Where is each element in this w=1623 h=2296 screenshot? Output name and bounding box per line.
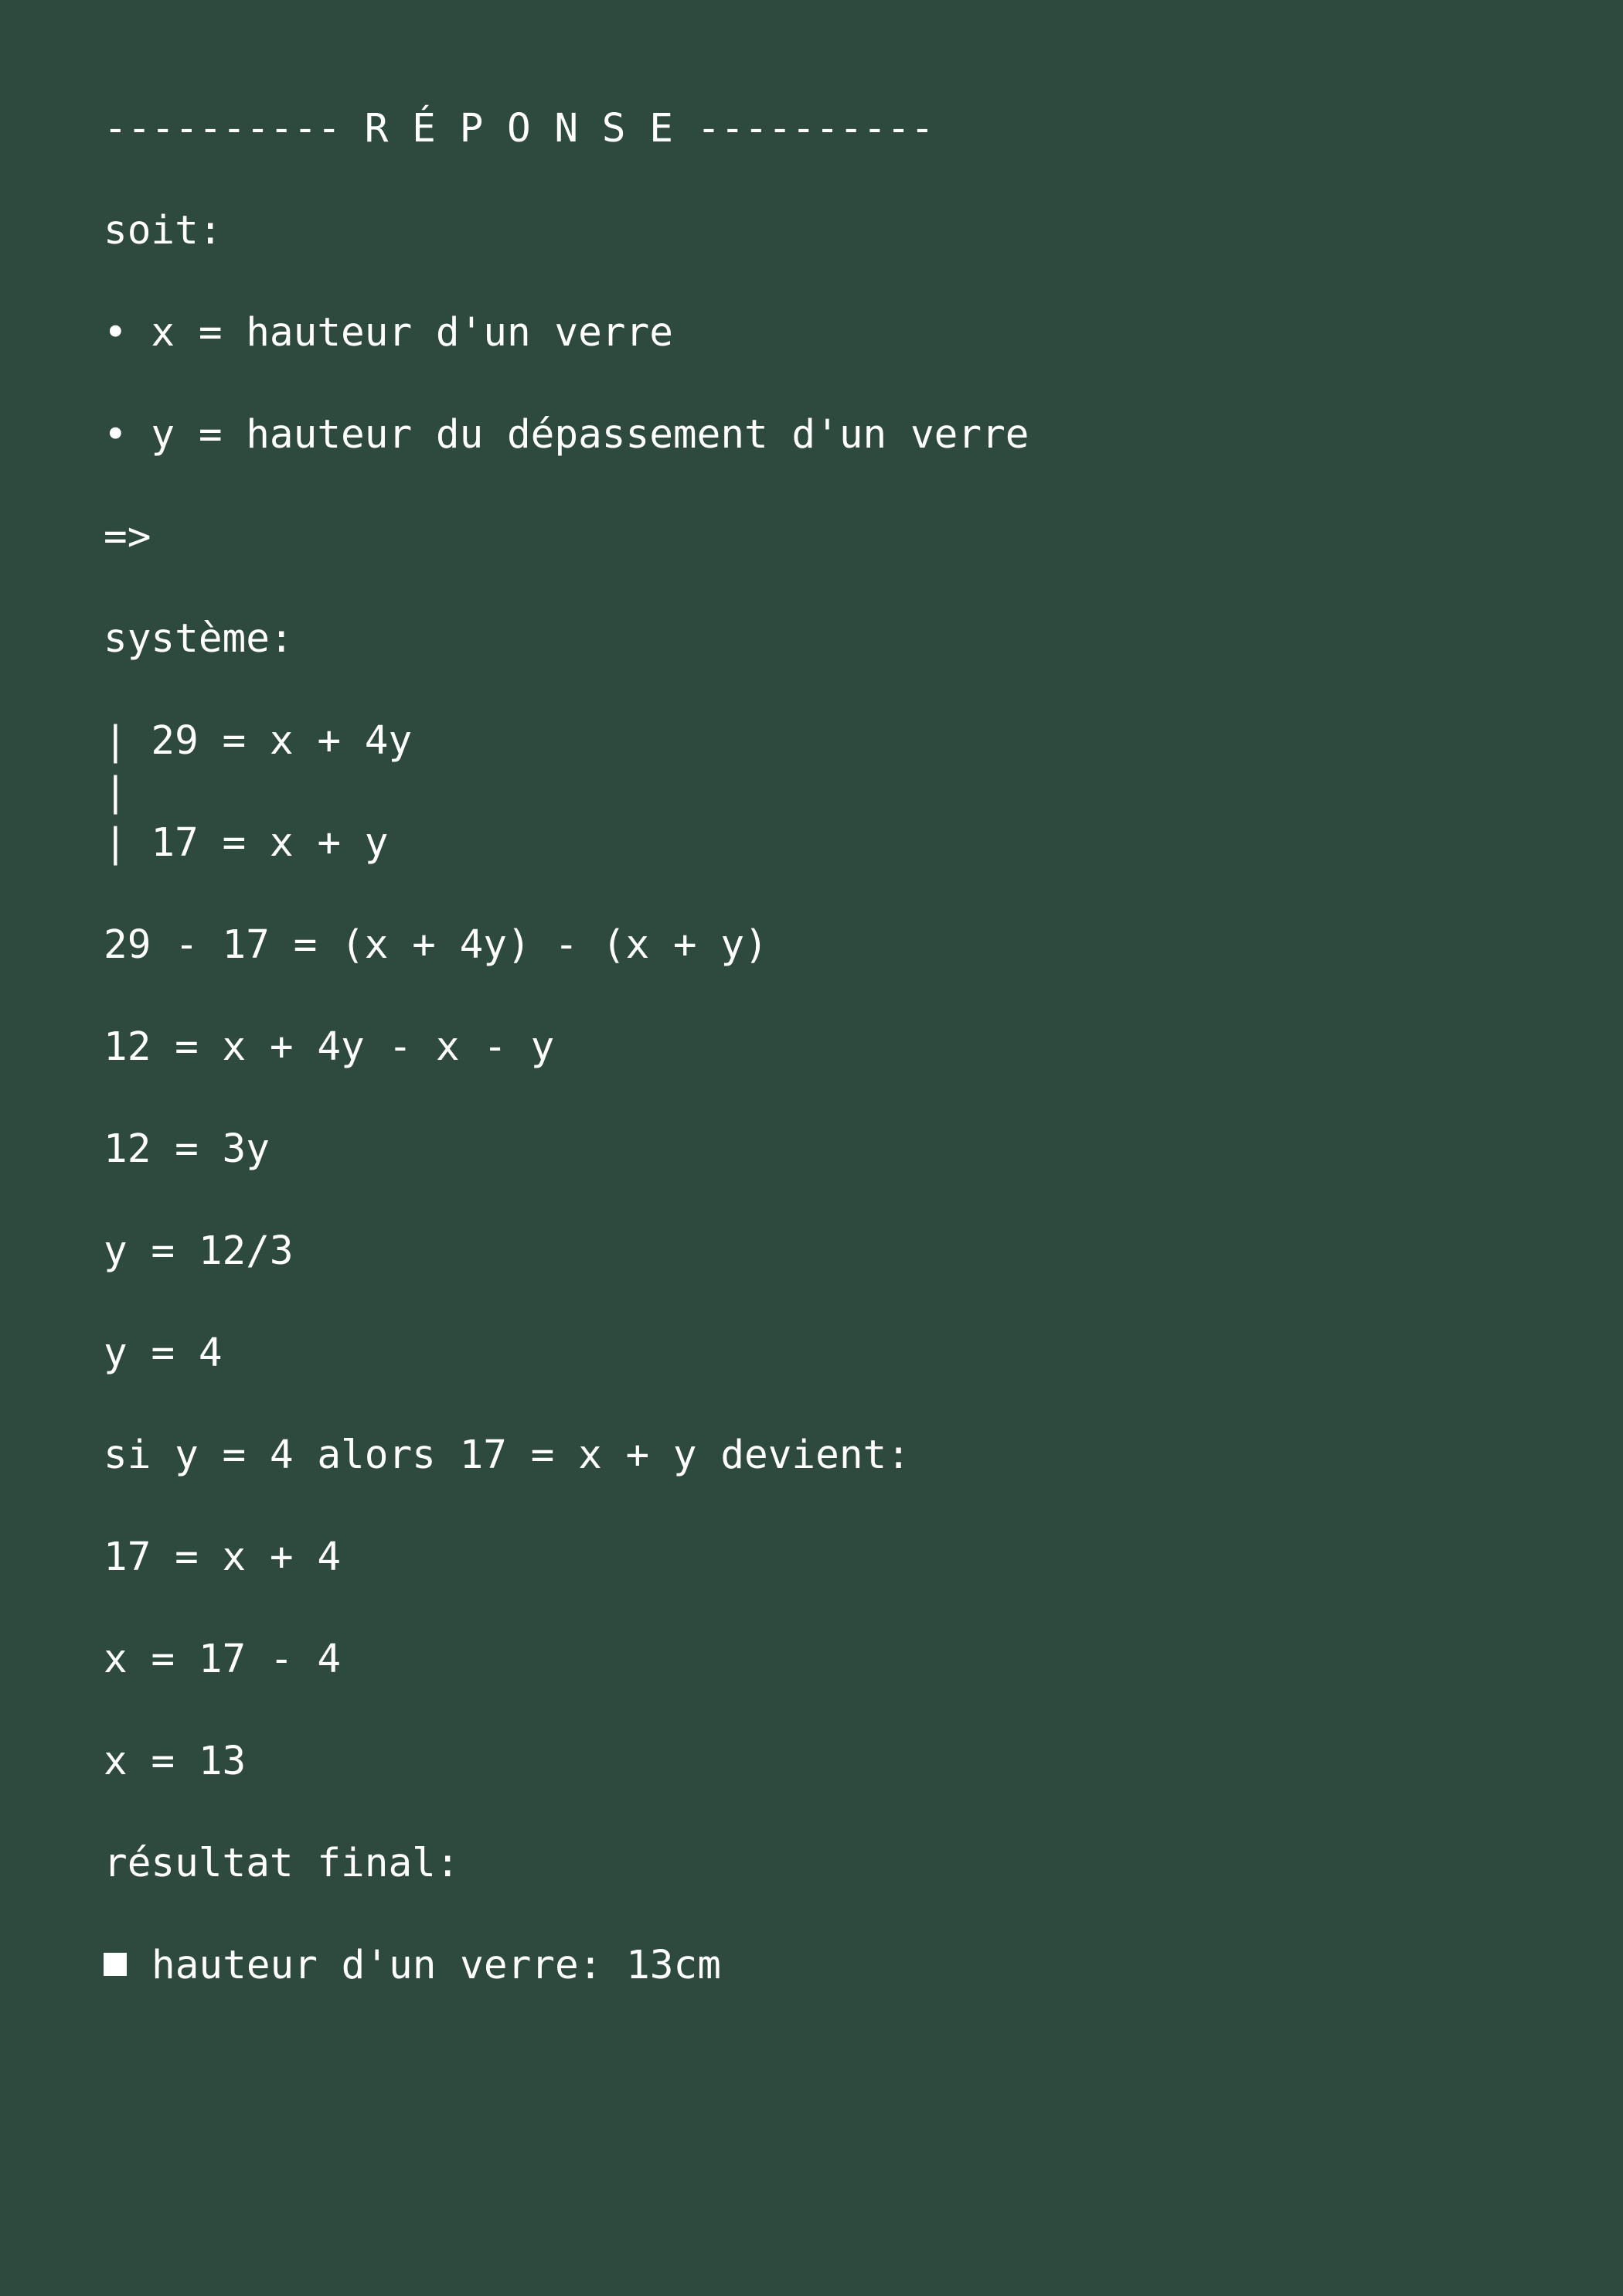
system-label: système: xyxy=(104,616,294,662)
system-equation-1: | 29 = x + 4y xyxy=(104,718,413,764)
reponse-title: ---------- R É P O N S E ---------- xyxy=(104,106,934,152)
definition-x: • x = hauteur d'un verre xyxy=(104,310,673,356)
final-answer: hauteur d'un verre: 13cm xyxy=(151,1943,721,1988)
step-y-value: y = 4 xyxy=(104,1330,223,1376)
step-x-value: x = 13 xyxy=(104,1739,247,1784)
step-divide: y = 12/3 xyxy=(104,1228,294,1274)
step-simplify: 12 = 3y xyxy=(104,1126,270,1172)
answer-board xyxy=(104,0,1572,1988)
implies-arrow: => xyxy=(104,514,151,560)
definition-y: • y = hauteur du dépassement d'un verre xyxy=(104,412,1029,458)
step-equation-x: 17 = x + 4 xyxy=(104,1535,342,1580)
step-subtraction: 29 - 17 = (x + 4y) - (x + y) xyxy=(104,922,768,968)
system-brace-line: | xyxy=(104,769,128,815)
system-equation-2: | 17 = x + y xyxy=(104,820,389,866)
intro-text: soit: xyxy=(104,208,223,254)
step-substitute: si y = 4 alors 17 = x + y devient: xyxy=(104,1432,910,1478)
step-solve-x: x = 17 - 4 xyxy=(104,1637,342,1682)
square-bullet-icon xyxy=(104,1953,127,1976)
step-expand: 12 = x + 4y - x - y xyxy=(104,1024,555,1070)
final-answer-row xyxy=(104,1940,721,1991)
final-label: résultat final: xyxy=(104,1841,460,1886)
